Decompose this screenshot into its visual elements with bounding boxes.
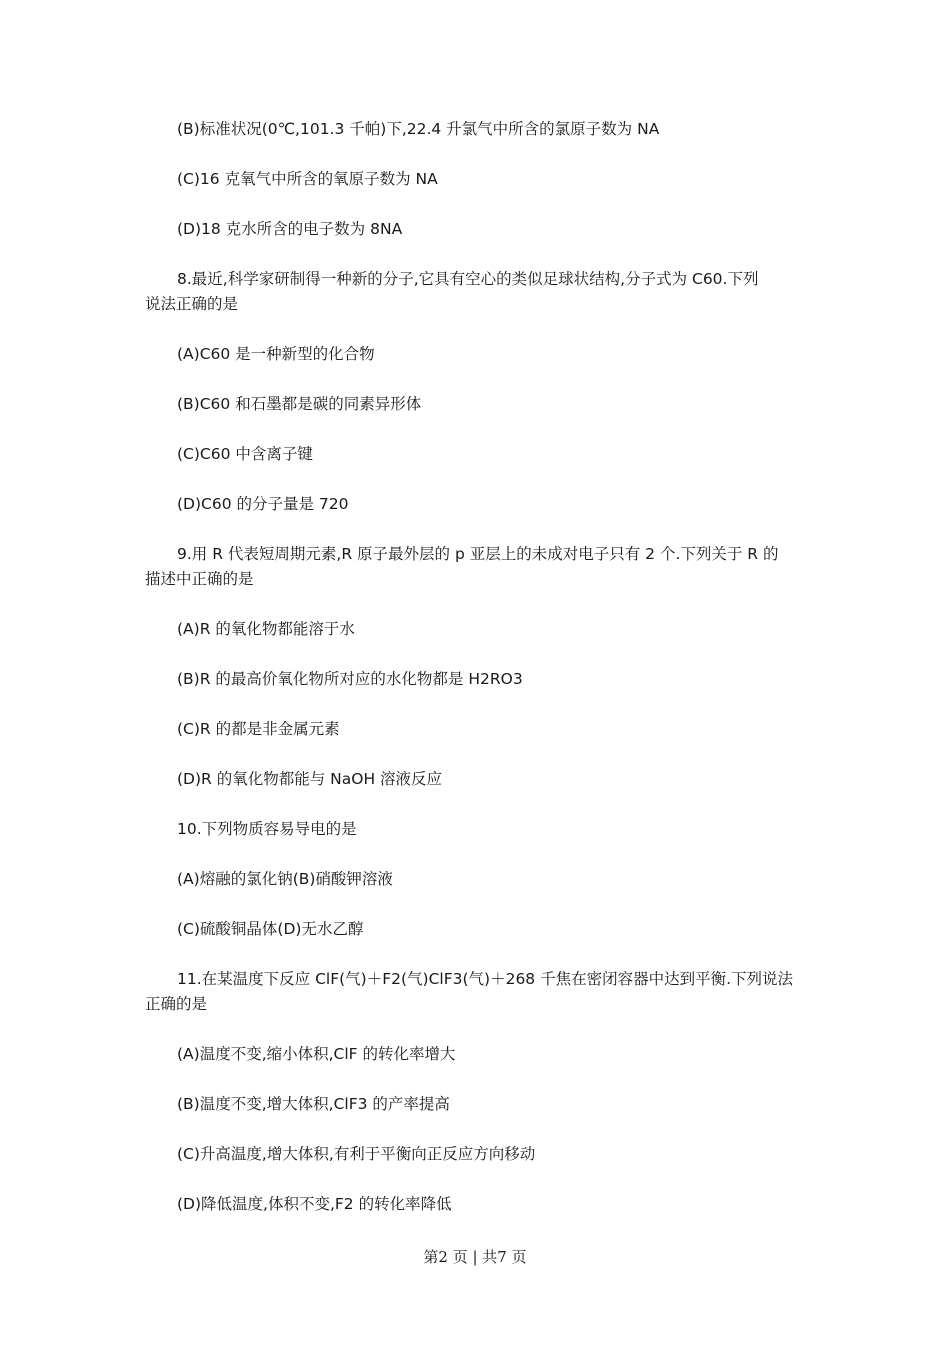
question-9-stem: 9.用 R 代表短周期元素,R 原子最外层的 p 亚层上的未成对电子只有 2 个.下列关于 R 的 — [177, 545, 779, 563]
option-9c: (C)R 的都是非金属元素 — [177, 720, 340, 738]
option-11d: (D)降低温度,体积不变,F2 的转化率降低 — [177, 1195, 452, 1213]
option-9a: (A)R 的氧化物都能溶于水 — [177, 620, 355, 638]
question-8-stem: 8.最近,科学家研制得一种新的分子,它具有空心的类似足球状结构,分子式为 C60.下列 — [177, 270, 759, 288]
option-10cd: (C)硫酸铜晶体(D)无水乙醇 — [177, 920, 364, 938]
option-8c: (C)C60 中含离子键 — [177, 445, 313, 463]
option-9d: (D)R 的氧化物都能与 NaOH 溶液反应 — [177, 770, 443, 788]
option-11c: (C)升高温度,增大体积,有利于平衡向正反应方向移动 — [177, 1145, 536, 1163]
question-9-stem-cont: 描述中正确的是 — [145, 570, 254, 588]
question-11-stem: 11.在某温度下反应 ClF(气)＋F2(气)ClF3(气)＋268 千焦在密闭容器中达到平衡.下列说法 — [177, 970, 794, 988]
option-8b: (B)C60 和石墨都是碳的同素异形体 — [177, 395, 422, 413]
option-10ab: (A)熔融的氯化钠(B)硝酸钾溶液 — [177, 870, 393, 888]
option-7c: (C)16 克氧气中所含的氧原子数为 NA — [177, 170, 438, 188]
option-11b: (B)温度不变,增大体积,ClF3 的产率提高 — [177, 1095, 450, 1113]
option-7d: (D)18 克水所含的电子数为 8NA — [177, 220, 403, 238]
option-8d: (D)C60 的分子量是 720 — [177, 495, 349, 513]
question-10-stem: 10.下列物质容易导电的是 — [177, 820, 357, 838]
option-11a: (A)温度不变,缩小体积,ClF 的转化率增大 — [177, 1045, 456, 1063]
page-footer: 第2 页 | 共7 页 — [423, 1248, 527, 1266]
option-7b: (B)标准状况(0℃,101.3 千帕)下,22.4 升氯气中所含的氯原子数为 NA — [177, 120, 660, 138]
option-9b: (B)R 的最高价氧化物所对应的水化物都是 H2RO3 — [177, 670, 523, 688]
option-8a: (A)C60 是一种新型的化合物 — [177, 345, 375, 363]
question-8-stem-cont: 说法正确的是 — [145, 295, 239, 313]
question-11-stem-cont: 正确的是 — [145, 995, 208, 1013]
